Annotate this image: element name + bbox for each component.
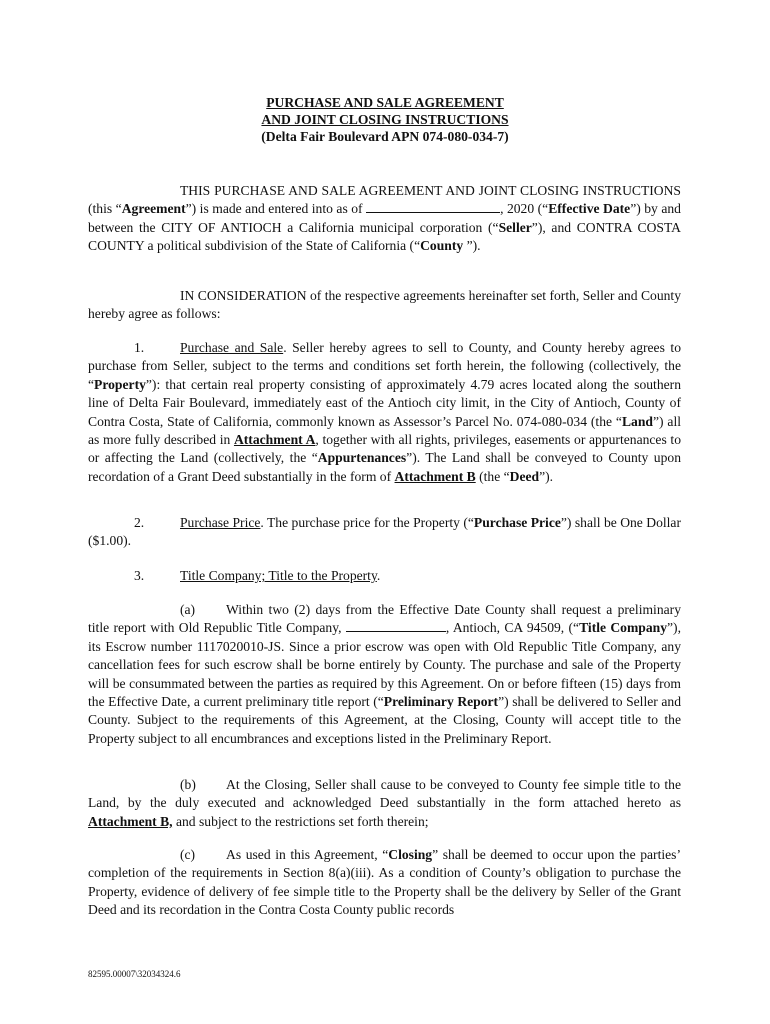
document-footer-id: 82595.00007\32034324.6 [88,969,181,979]
title-line-1: PURCHASE AND SALE AGREEMENT [266,95,504,110]
date-blank [366,200,500,213]
section-3a: (a) Within two (2) days from the Effective Date County shall request a preliminary title report with Old Republic Title Company, , Antioch, CA 94509, (“Title Company”), its Escrow number 1117020010-JS. Since a prior escrow was open with Old Republic Title Company, any cancellation fees for such escrow shall be borne entirely by County. The purchase and sale of the Property will be consummated between the parties as required by this Agreement. On or before fifteen (15) days from the Effective Date, a current preliminary title report (“Preliminary Report”) shall be delivered to Seller and County. Subject to the requirements of this Agreement, at the Closing, County will accept title to the Property subject to all encumbrances and exceptions listed in the Preliminary Report. [88,602,681,746]
section-3: 3. Title Company; Title to the Property. [134,568,381,583]
intro-paragraph: THIS PURCHASE AND SALE AGREEMENT AND JOINT CLOSING INSTRUCTIONS (this “Agreement”) is made and entered into as of , 2020 (“Effective Date”) by and between the CITY OF ANTIOCH a California municipal corporation (“Seller”), and CONTRA COSTA COUNTY a political subdivision of the State of California (“County ”). [88,183,681,254]
section-3b: (b) At the Closing, Seller shall cause to be conveyed to County fee simple title to the Land, by the duly executed and acknowledged Deed substantially in the form attached hereto as Attachment B, and subject to the restrictions set forth therein; [88,777,681,829]
title-line-3: (Delta Fair Boulevard APN 074-080-034-7) [261,129,509,144]
title-company-address-blank [346,619,446,632]
section-1: 1. Purchase and Sale. Seller hereby agrees to sell to County, and County hereby agrees to purchase from Seller, subject to the terms and conditions set forth herein, the following (collectively, the “Property”): that certain real property consisting of approximately 4.79 acres located along the southern line of Delta Fair Boulevard, immediately east of the Antioch city limit, in the City of Antioch, County of Contra Costa, State of California, commonly known as Assessor’s Parcel No. 074-080-034 (the “Land”) all as more fully described in Attachment A, together with all rights, privileges, easements or appurtenances to or affecting the Land (collectively, the “Appurtenances”). The Land shall be conveyed to County upon recordation of a Grant Deed substantially in the form of Attachment B (the “Deed”). [88,340,682,484]
consideration-paragraph: IN CONSIDERATION of the respective agreements hereinafter set forth, Seller and County hereby agree as follows: [88,288,681,322]
section-3c: (c) As used in this Agreement, “Closing” shall be deemed to occur upon the parties’ completion of the requirements in Section 8(a)(iii). As a condition of County’s obligation to purchase the Property, evidence of delivery of fee simple title to the Property shall be the delivery by Seller of the Grant Deed and its recordation in the Contra Costa County public records [88,847,681,918]
title-line-2: AND JOINT CLOSING INSTRUCTIONS [261,112,509,127]
section-2: 2. Purchase Price. The purchase price for the Property (“Purchase Price”) shall be One Dollar ($1.00). [88,515,681,549]
